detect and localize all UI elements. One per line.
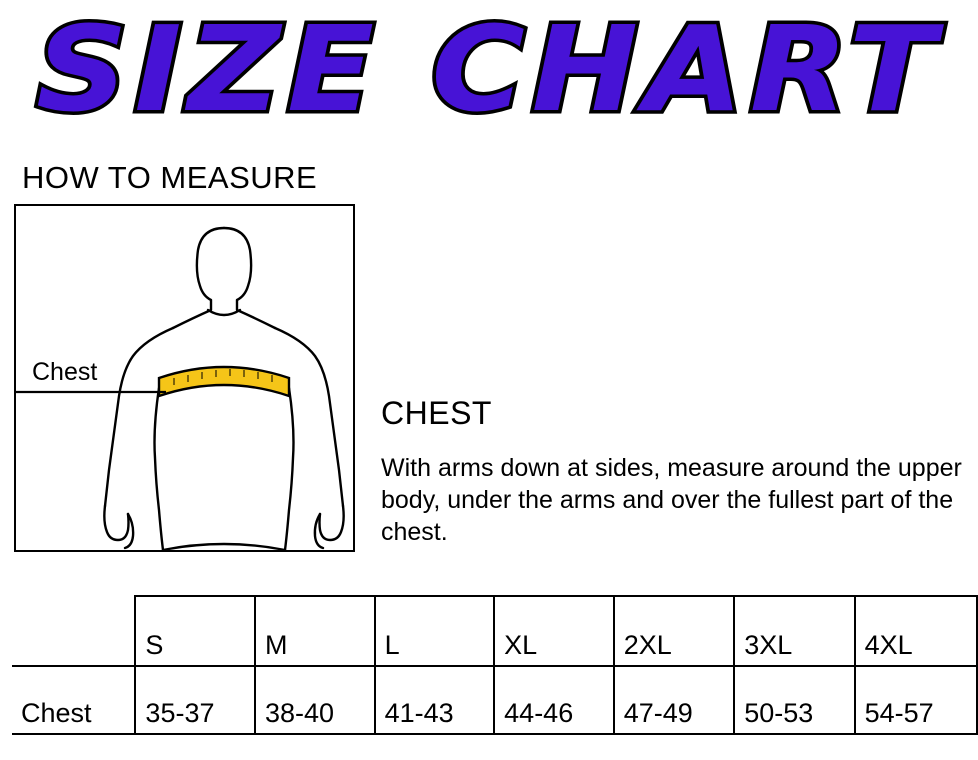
column-header-2xl: 2XL <box>614 596 734 666</box>
description-heading: CHEST <box>381 395 492 431</box>
cell-chest-l: 41-43 <box>375 666 495 734</box>
column-header-3xl: 3XL <box>734 596 854 666</box>
cell-chest-s: 35-37 <box>135 666 255 734</box>
table-corner-blank <box>12 596 135 666</box>
cell-chest-2xl: 47-49 <box>614 666 734 734</box>
column-header-xl: XL <box>494 596 614 666</box>
chest-tape-measure <box>159 367 289 396</box>
row-header-chest: Chest <box>12 666 135 734</box>
cell-chest-3xl: 50-53 <box>734 666 854 734</box>
column-header-4xl: 4XL <box>855 596 977 666</box>
cell-chest-4xl: 54-57 <box>855 666 977 734</box>
cell-chest-xl: 44-46 <box>494 666 614 734</box>
column-header-l: L <box>375 596 495 666</box>
column-header-m: M <box>255 596 375 666</box>
page-title: SIZE CHART <box>36 0 942 138</box>
size-chart-table <box>12 595 978 735</box>
page-title-banner <box>0 0 978 144</box>
chest-measure-label: Chest <box>32 358 98 386</box>
table-header-row <box>12 596 977 666</box>
cell-chest-m: 38-40 <box>255 666 375 734</box>
how-to-measure-heading: HOW TO MEASURE <box>22 160 318 195</box>
description-body: With arms down at sides, measure around the upper body, under the arms and over the fullest part of the chest. <box>381 454 962 546</box>
column-header-s: S <box>135 596 255 666</box>
table-row <box>12 666 977 734</box>
